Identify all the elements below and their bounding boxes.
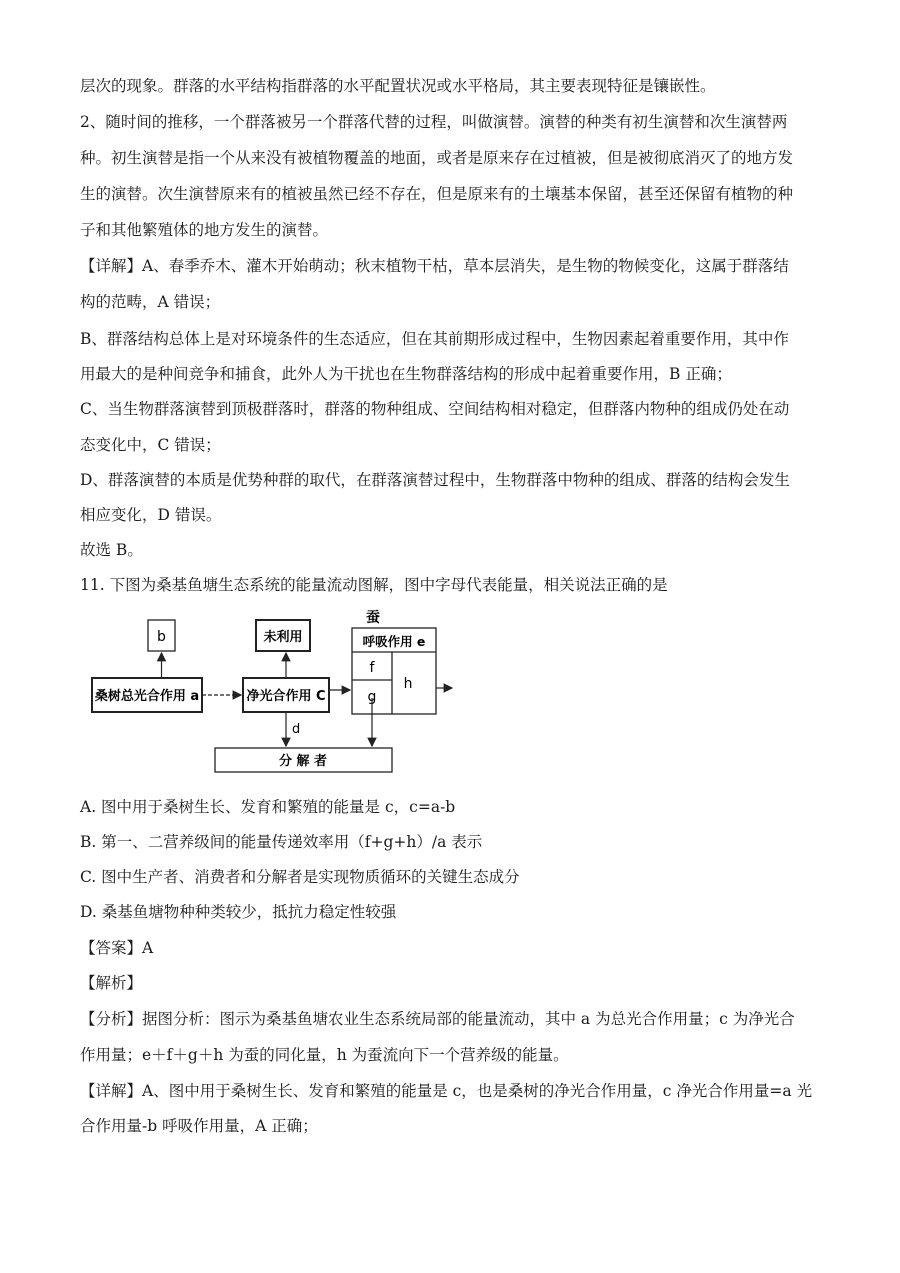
label-decomposer: 分 解 者	[278, 754, 328, 769]
text-line: 2、随时间的推移，一个群落被另一个群落代替的过程，叫做演替。演替的种类有初生演替和次生演替两	[80, 113, 788, 131]
option-a: A. 图中用于桑树生长、发育和繁殖的能量是 c，c=a-b	[80, 798, 456, 816]
text-line: B、群落结构总体上是对环境条件的生态适应，但在其前期形成过程中，生物因素起着重要作用，其中作	[80, 330, 789, 348]
analysis-line: 【分析】据图分析：图示为桑基鱼塘农业生态系统局部的能量流动，其中 a 为总光合作用量；c 为净光合	[80, 1010, 795, 1028]
option-c: C. 图中生产者、消费者和分解者是实现物质循环的关键生态成分	[80, 868, 520, 886]
label-f: f	[369, 660, 375, 676]
option-b: B. 第一、二营养级间的能量传递效率用（f+g+h）/a 表示	[80, 833, 483, 851]
text-line: 种。初生演替是指一个从来没有被植物覆盖的地面，或者是原来存在过植被，但是被彻底消灭了的地方发	[80, 149, 794, 167]
label-b: b	[157, 629, 166, 645]
analysis-head: 【解析】	[80, 974, 143, 992]
text-line: 故选 B。	[80, 541, 143, 559]
text-line: C、当生物群落演替到顶极群落时，群落的物种组成、空间结构相对稳定，但群落内物种的组成仍处在动	[80, 400, 790, 418]
text-line: 相应变化，D 错误。	[80, 506, 222, 524]
text-line: 子和其他繁殖体的地方发生的演替。	[80, 221, 329, 239]
text-line: 态变化中，C 错误；	[80, 436, 221, 454]
label-gross-photosynthesis: 桑树总光合作用 a	[94, 689, 200, 704]
text-line: 构的范畴，A 错误；	[80, 293, 221, 311]
text-line: D、群落演替的本质是优势种群的取代，在群落演替过程中，生物群落中物种的组成、群落的结构会发生	[80, 471, 790, 489]
analysis-line: 作用量；e＋f＋g＋h 为蚕的同化量，h 为蚕流向下一个营养级的能量。	[80, 1046, 569, 1064]
label-h: h	[403, 676, 413, 692]
text-line: 【详解】A、春季乔木、灌木开始萌动；秋末植物干枯，草本层消失，是生物的物候变化，这属于群落结	[80, 257, 789, 275]
label-respiration: 呼吸作用 e	[362, 634, 426, 649]
label-g: g	[367, 689, 377, 705]
label-net-photosynthesis: 净光合作用 C	[246, 689, 326, 704]
text-line: 层次的现象。群落的水平结构指群落的水平配置状况或水平格局，其主要表现特征是镶嵌性。	[80, 77, 716, 95]
analysis-line: 合作用量-b 呼吸作用量，A 正确；	[80, 1117, 318, 1135]
text-line: 生的演替。次生演替原来有的植被虽然已经不存在，但是原来有的土壤基本保留，甚至还保留有植物的种	[80, 185, 794, 203]
label-d: d	[292, 722, 301, 737]
label-unused: 未利用	[263, 630, 303, 645]
silkworm-title: 蚕	[366, 610, 380, 626]
option-d: D. 桑基鱼塘物种种类较少，抵抗力稳定性较强	[80, 903, 397, 921]
text-line: 用最大的是种间竞争和捕食，此外人为干扰也在生物群落结构的形成中起着重要作用，B 正确；	[80, 365, 732, 383]
answer-line: 【答案】A	[80, 939, 154, 957]
analysis-line: 【详解】A、图中用于桑树生长、发育和繁殖的能量是 c，也是桑树的净光合作用量，c 净光合作用量=a 光	[80, 1082, 813, 1100]
question-stem: 11. 下图为桑基鱼塘生态系统的能量流动图解，图中字母代表能量，相关说法正确的是	[80, 576, 668, 594]
energy-flow-diagram	[80, 606, 460, 778]
